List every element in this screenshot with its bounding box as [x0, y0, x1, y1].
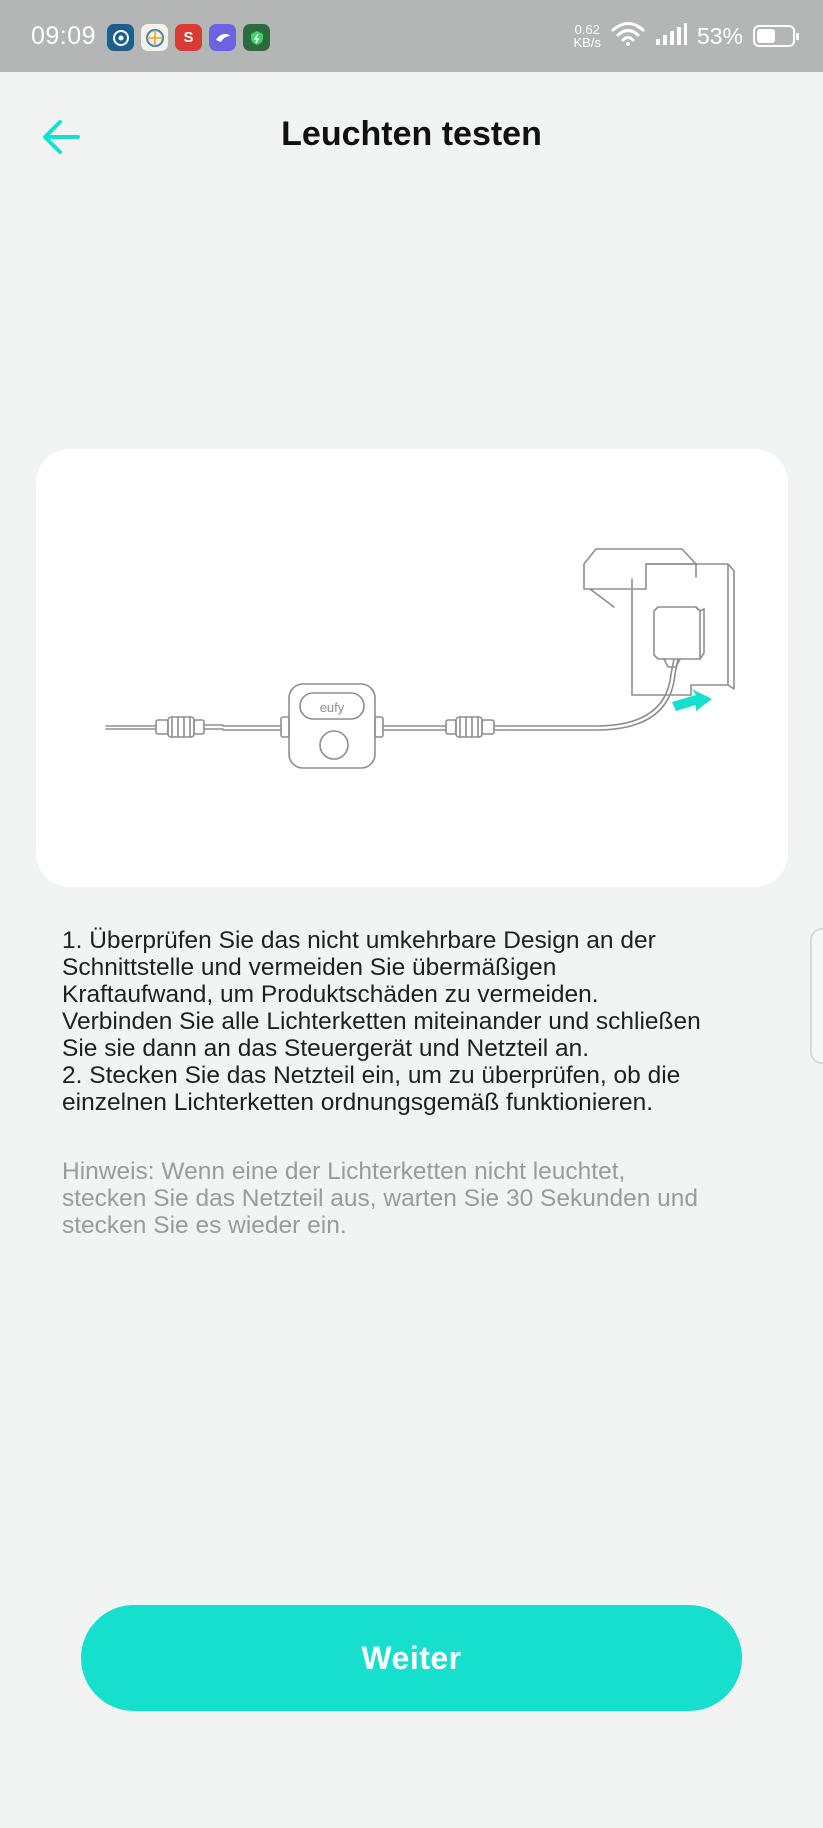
hint-line: stecken Sie es wieder ein. — [62, 1212, 347, 1239]
instruction-line: 1. Überprüfen Sie das nicht umkehrbare Design an der — [62, 927, 656, 954]
hint-line: stecken Sie das Netzteil aus, warten Sie 30 Sekunden und — [62, 1185, 699, 1212]
cellular-signal-icon — [655, 22, 687, 51]
battery-level — [757, 29, 775, 43]
instructions-text — [62, 927, 767, 1116]
net-speed-unit: KB/s — [573, 35, 601, 50]
cleaner-app-icon — [243, 24, 270, 51]
instruction-line: Kraftaufwand, um Produktschäden zu vermeiden. — [62, 981, 599, 1008]
status-time: 09:09 — [31, 22, 97, 50]
chat-app-icon — [209, 24, 236, 51]
next-button[interactable]: Weiter — [81, 1605, 742, 1711]
instruction-line: Verbinden Sie alle Lichterketten miteinander und schließen — [62, 1008, 701, 1035]
wifi-icon — [611, 21, 645, 52]
page-title: Leuchten testen — [281, 115, 542, 153]
battery-icon — [753, 25, 795, 47]
security-app-icon — [107, 24, 134, 51]
s-app-icon: S — [175, 24, 202, 51]
battery-percent: 53% — [696, 22, 743, 49]
hint-line: Hinweis: Wenn eine der Lichterketten nicht leuchtet, — [62, 1158, 626, 1185]
illustration-card — [36, 449, 788, 887]
brand-label: eufy — [319, 700, 345, 715]
controller-illustration — [36, 449, 788, 887]
notification-icons — [107, 24, 270, 51]
browser-app-icon — [141, 24, 168, 51]
net-speed-value: 0.62 — [574, 22, 600, 37]
status-indicators — [573, 18, 795, 54]
side-panel-handle[interactable] — [810, 928, 823, 1064]
network-speed — [573, 23, 600, 49]
instruction-line: einzelnen Lichterketten ordnungsgemäß funktionieren. — [62, 1089, 654, 1116]
instruction-line: Sie sie dann an das Steuergerät und Netzteil an. — [62, 1035, 590, 1062]
hint-text — [62, 1158, 767, 1239]
status-bar — [0, 0, 823, 72]
instruction-line: 2. Stecken Sie das Netzteil ein, um zu überprüfen, ob die — [62, 1062, 681, 1089]
header — [0, 72, 823, 198]
instruction-line: Schnittstelle und vermeiden Sie übermäßigen — [62, 954, 557, 981]
